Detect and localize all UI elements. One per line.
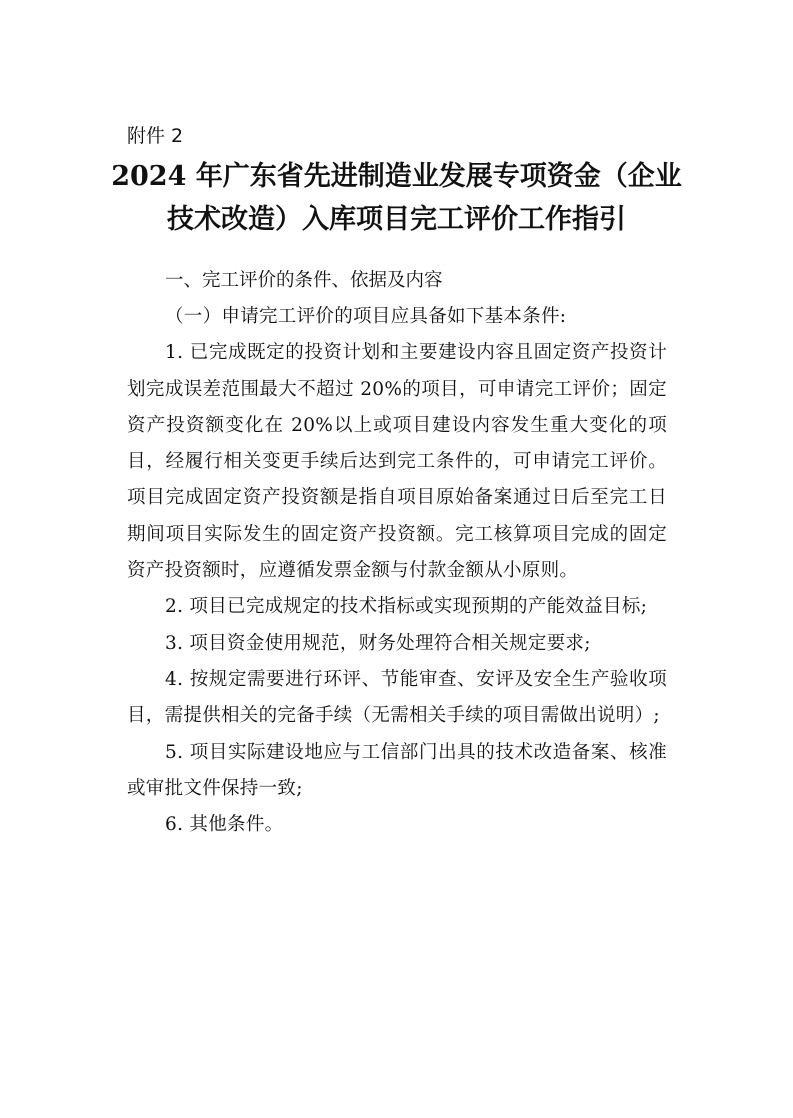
condition-item-6: 6. 其他条件。 [165,814,284,836]
condition-item-1: 1. 已完成既定的投资计划和主要建设内容且固定资产投资计划完成误差范围最大不超过 20%的项目，可申请完工评价；固定资产投资额变化在 20%以上或项目建设内容发生重大变化的项目，经履行相关变更手续后达到完工条件的，可申请完工评价。项目完成固定资产投资额是指自项目原始备案通过日后至完工日期间项目实际发生的固定资产投资额。完工核算项目完成的固定资产投资额时，应遵循发票金额与付款金额从小原则。 [127,342,667,582]
document-body [127,263,667,843]
subsection-heading: （一）申请完工评价的项目应具备如下基本条件: [165,306,567,327]
condition-item-4: 4. 按规定需要进行环评、节能审查、安评及安全生产验收项目，需提供相关的完备手续（无需相关手续的项目需做出说明）; [127,668,667,727]
condition-item-2: 2. 项目已完成规定的技术指标或实现预期的产能效益目标; [165,596,648,618]
section-heading: 一、完工评价的条件、依据及内容 [165,270,443,291]
attachment-label: 附件 2 [127,125,184,147]
document-title: 2024 年广东省先进制造业发展专项资金（企业技术改造）入库项目完工评价工作指引 [111,161,682,235]
condition-item-5: 5. 项目实际建设地应与工信部门出具的技术改造备案、核准或审批文件保持一致; [127,741,667,799]
condition-item-3: 3. 项目资金使用规范，财务处理符合相关规定要求; [165,632,591,654]
